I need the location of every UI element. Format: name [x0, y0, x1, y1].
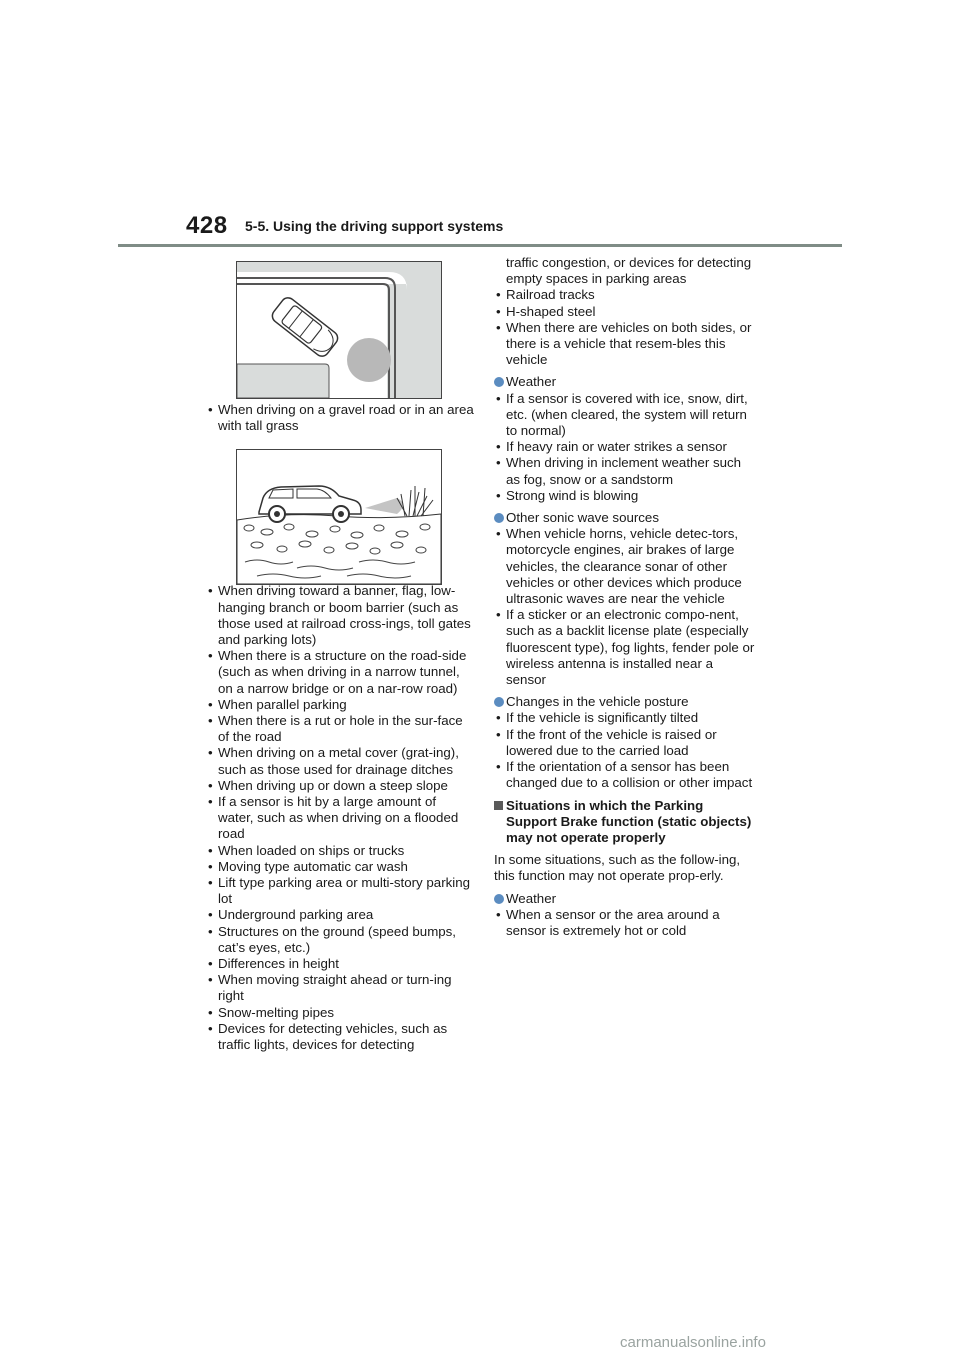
- list-item: • When driving on a gravel road or in an area with tall grass: [206, 402, 474, 434]
- list-item: • When driving on a metal cover (grat-ing), such as those used for drainage ditches: [206, 745, 474, 777]
- category-weather-2: [494, 891, 756, 907]
- subheading: [494, 798, 756, 847]
- page-number: 428: [186, 212, 228, 239]
- list-item: • When loaded on ships or trucks: [206, 843, 474, 859]
- circle-bullet-icon: [494, 513, 504, 523]
- circle-bullet-icon: [494, 697, 504, 707]
- list-item: • Snow-melting pipes: [206, 1005, 474, 1021]
- list-item: • Underground parking area: [206, 907, 474, 923]
- list-item: • Railroad tracks: [494, 287, 756, 303]
- list-item: • If a sensor is covered with ice, snow, dirt, etc. (when cleared, the system will return to normal): [494, 391, 756, 440]
- continued-text: traffic congestion, or devices for detecting empty spaces in parking areas: [506, 255, 752, 287]
- list-item: • Differences in height: [206, 956, 474, 972]
- list-item: • When moving straight ahead or turn-ing right: [206, 972, 474, 1004]
- list-item: • If a sticker or an electronic compo-nent, such as a backlit license plate (especially fluorescent type), fog lights, fender pole or wireless antenna is installed near a sensor: [494, 607, 756, 688]
- category-label: Weather: [506, 890, 557, 906]
- header-rule: [118, 244, 842, 247]
- list-item: • Devices for detecting vehicles, such as traffic lights, devices for detecting: [206, 1021, 474, 1053]
- list-item: • When driving toward a banner, flag, low-hanging branch or boom barrier (such as those used at railroad cross-ings, toll gates and parking lots): [206, 583, 474, 648]
- page-header: [0, 0, 960, 250]
- list-item: • Strong wind is blowing: [494, 488, 756, 504]
- list-item: • When driving in inclement weather such as fog, snow or a sandstorm: [494, 455, 756, 487]
- subheading-text: Situations in which the Parking Support Brake function (static objects) may not operate properly: [506, 797, 752, 845]
- section-title: 5-5. Using the driving support systems: [245, 218, 504, 234]
- list-item: • If the vehicle is significantly tilted: [494, 710, 756, 726]
- list-item: • When there is a rut or hole in the sur-face of the road: [206, 713, 474, 745]
- list-item: • If the orientation of a sensor has been changed due to a collision or other impact: [494, 759, 756, 791]
- right-column: [494, 255, 756, 939]
- circle-bullet-icon: [494, 894, 504, 904]
- left-column: [206, 402, 474, 1053]
- bullet-list-conditions: [206, 583, 474, 1053]
- circle-bullet-icon: [494, 377, 504, 387]
- bullet-list-posture: [494, 710, 756, 791]
- square-bullet-icon: [494, 801, 503, 810]
- category-label: Weather: [506, 374, 557, 390]
- category-sonic-sources: [494, 510, 756, 526]
- list-item: • Moving type automatic car wash: [206, 859, 474, 875]
- bullet-list-sonic: [494, 526, 756, 688]
- category-label: Other sonic wave sources: [506, 510, 659, 526]
- list-item: • When there is a structure on the road-side (such as when driving in a narrow tunnel, on a narrow bridge or on a nar-row road): [206, 648, 474, 697]
- list-item: • If heavy rain or water strikes a sensor: [494, 439, 756, 455]
- list-item: • When vehicle horns, vehicle detec-tors, motorcycle engines, air brakes of large vehicles, the clearance sonar of other vehicles or other devices which produce ultrasonic waves are near the vehicle: [494, 526, 756, 607]
- list-item: • Lift type parking area or multi-story parking lot: [206, 875, 474, 907]
- bullet-list-weather: [494, 391, 756, 504]
- bullet-list-top: [206, 402, 474, 434]
- list-item: • When parallel parking: [206, 697, 474, 713]
- bullet-list-weather-2: [494, 907, 756, 939]
- list-item: • Structures on the ground (speed bumps, cat’s eyes, etc.): [206, 924, 474, 956]
- list-item: • When driving up or down a steep slope: [206, 778, 474, 794]
- intro-paragraph: In some situations, such as the follow-ing, this function may not operate prop-erly.: [494, 852, 741, 884]
- list-item: • If a sensor is hit by a large amount of water, such as when driving on a flooded road: [206, 794, 474, 843]
- corner-turn-illustration: [236, 261, 442, 399]
- category-weather: [494, 374, 756, 390]
- list-item: • When a sensor or the area around a sensor is extremely hot or cold: [494, 907, 756, 939]
- bullet-list-structures: [494, 287, 756, 368]
- list-item: • If the front of the vehicle is raised or lowered due to the carried load: [494, 727, 756, 759]
- list-item: • When there are vehicles on both sides, or there is a vehicle that resem-bles this vehicle: [494, 320, 756, 369]
- category-vehicle-posture: [494, 694, 756, 710]
- watermark: carmanualsonline.info: [620, 1334, 766, 1351]
- category-label: Changes in the vehicle posture: [506, 694, 689, 710]
- list-item: • H-shaped steel: [494, 304, 756, 320]
